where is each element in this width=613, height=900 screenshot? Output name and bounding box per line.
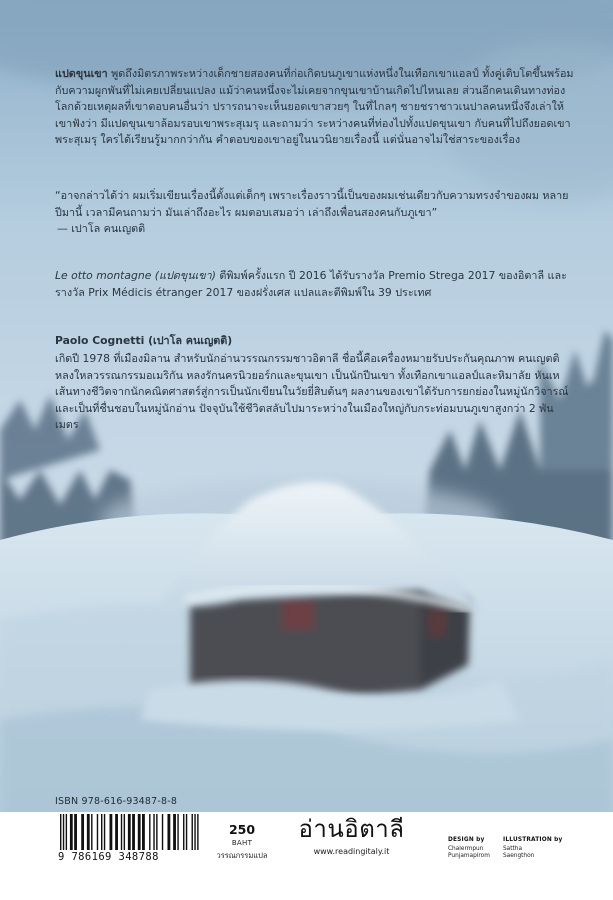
barcode-digits: 9 786169 348788 [58,851,204,863]
price-value: 250 [228,822,256,837]
quote-attribution: — เปาโล คนเญตติ [57,222,146,235]
author-quote [55,188,575,238]
publisher-logo: อ่านอิตาลี [298,815,405,843]
book-title-thai: แปดขุนเขา [55,67,108,80]
quote-text: “อาจกล่าวได้ว่า ผมเริ่มเขียนเรื่องนี้ตั้งแต่เด็กๆ เพราะเรื่องราวนี้เป็นของผมเช่นเดียวกับความทรงจำของผม หลายปีมานี้ เวลามีคนถามว่า มันเล่าถึงอะไร ผมตอบเสมอว่า เล่าถึงเพื่อนสองคนกับภูเขา” [55,189,569,219]
publisher-url: www.readingitaly.it [313,847,390,856]
original-title: Le otto montagne (แปดขุนเขา) [55,269,216,282]
book-category: วรรณกรรมแปล [216,851,268,860]
award-text: ตีพิมพ์ครั้งแรก ปี 2016 ได้รับรางวัล Premio Strega 2017 ของอิตาลี และรางวัล Prix Médicis étranger 2017 ของฝรั่งเศส แปลและตีพิมพ์ใน 39 ประเทศ [55,269,567,299]
synopsis-text: พูดถึงมิตรภาพระหว่างเด็กชายสองคนที่ก่อเกิดบนภูเขาแห่งหนึ่งในเทือกเขาแอลป์ ทั้งคู่เติบโตขึ้นพร้อมกับความผูกพันที่ไม่เคยเปลี่ยนแปลง แม้ว่าคนหนึ่งจะไม่เคยจากขุนเขาบ้านเกิดไปไหนเลย ส่วนอีกคนเดินทางท่องโลกด้วยเหตุผลที่เขาตอบคนอื่นว่า ปรารถนาจะเห็นยอดเขาสวยๆ ในที่ไกลๆ ชายชราชาวเนปาลคนหนึ่งจึงเล่าให้เขาฟังว่า มีแปดขุนเขาล้อมรอบเขาพระสุเมรุ และถามว่า ระหว่างคนที่ท่องไปทั้งแปดขุนเขา กับคนที่ไปถึงยอดเขาพระสุเมรุ ใครได้เรียนรู้มากกว่ากัน คำตอบของเขาอยู่ในนวนิยายเรื่องนี้ แต่นั่นอาจไม่ใช่สาระของเรื่อง [55,67,574,146]
synopsis-paragraph [55,66,575,149]
author-bio: เกิดปี 1978 ที่เมืองมิลาน สำหรับนักอ่านวรรณกรรมชาวอิตาลี ชื่อนี้คือเครื่องหมายรับประกันคุณภาพ คนเญตติหลงใหลวรรณกรรมอเมริกัน หลงรักนครนิวยอร์กและขุนเขา เป็นนักปีนเขา ทั้งเทือกเขาแอลป์และหิมาลัย หันเหเส้นทางชีวิตจากนักคณิตศาสตร์สู่การเป็นนักเขียนในวัยยี่สิบต้นๆ ผลงานของเขาได้รับการยกย่องในหมู่นักวิจารณ์ และเป็นที่ชื่นชอบในหมู่นักอ่าน ปัจจุบันใช้ชีวิตสลับไปมาระหว่างในเมืองใหญ่กับกระท่อมบนภูเขาสูงกว่า 2 พันเมตร [55,352,569,431]
design-credit-label: DESIGN by [448,837,485,843]
illustrator-name-first: Sattha [503,846,523,852]
designer-name-first: Chalermpun [448,846,484,852]
price-currency: BAHT [231,839,253,847]
designer-name-last: Punjamapirom [448,853,490,859]
author-heading: Paolo Cognetti (เปาโล คนเญตติ) [55,334,233,347]
illustration-credit-label: ILLUSTRATION by [503,837,563,843]
barcode-bars [55,812,205,850]
isbn-number: ISBN 978-616-93487-8-8 [55,796,178,807]
illustrator-name-last: Saengthon [503,853,535,859]
award-paragraph [55,268,575,301]
